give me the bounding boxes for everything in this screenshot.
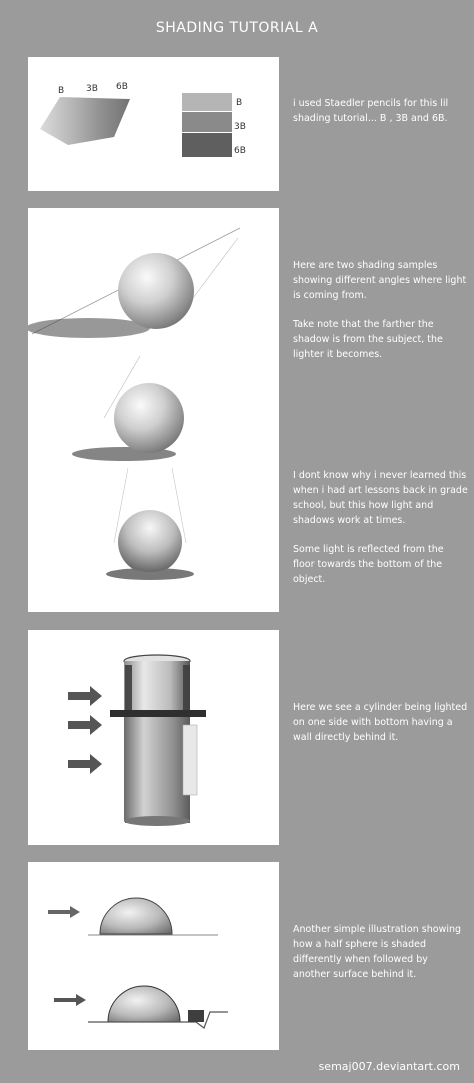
pencil-swatch-illustration [28, 57, 279, 191]
pencil-swatch-panel [28, 57, 279, 191]
swatch-label-3b: 3B [86, 84, 98, 94]
sphere-3 [118, 510, 182, 574]
cylinder-description [293, 700, 468, 759]
cylinder-text: Here we see a cylinder being lighted on one side with bottom having a wall directly behind it. [293, 702, 468, 743]
swatch-label-b-column: B [236, 98, 243, 108]
page-title: SHADING TUTORIAL A [155, 20, 319, 36]
swatch-label-6b-column: 6B [234, 146, 246, 156]
sphere-1 [118, 253, 194, 329]
half-sphere-description [293, 922, 468, 996]
swatch-label-b: B [58, 86, 65, 96]
sphere-description [293, 258, 468, 376]
footer-credit: semaj007.deviantart.com [318, 1060, 460, 1073]
sphere-text-4: Some light is reflected from the floor towards the bottom of the object. [293, 544, 444, 585]
sphere-panel [28, 208, 279, 612]
sphere-text-3: I dont know why i never learned this when i had art lessons back in grade school, but this how light and shadows work at times. [293, 470, 468, 526]
half-sphere-illustration [28, 862, 279, 1050]
sphere-illustration [28, 208, 279, 612]
swatch-label-6b: 6B [116, 82, 128, 92]
cylinder-panel [28, 630, 279, 845]
cylinder-illustration [28, 630, 279, 845]
sphere-2 [114, 383, 184, 453]
sphere-text-1: Here are two shading samples showing different angles where light is coming from. [293, 260, 467, 301]
sphere-description-2 [293, 468, 468, 601]
swatch-label-3b-column: 3B [234, 122, 246, 132]
pencil-text: i used Staedler pencils for this lil shading tutorial... B , 3B and 6B. [293, 98, 449, 124]
sphere-text-2: Take note that the farther the shadow is from the subject, the lighter it becomes. [293, 319, 443, 360]
pencil-description [293, 96, 468, 140]
half-sphere-panel [28, 862, 279, 1050]
half-sphere-text: Another simple illustration showing how a half sphere is shaded differently when followed by another surface behind it. [293, 924, 462, 980]
